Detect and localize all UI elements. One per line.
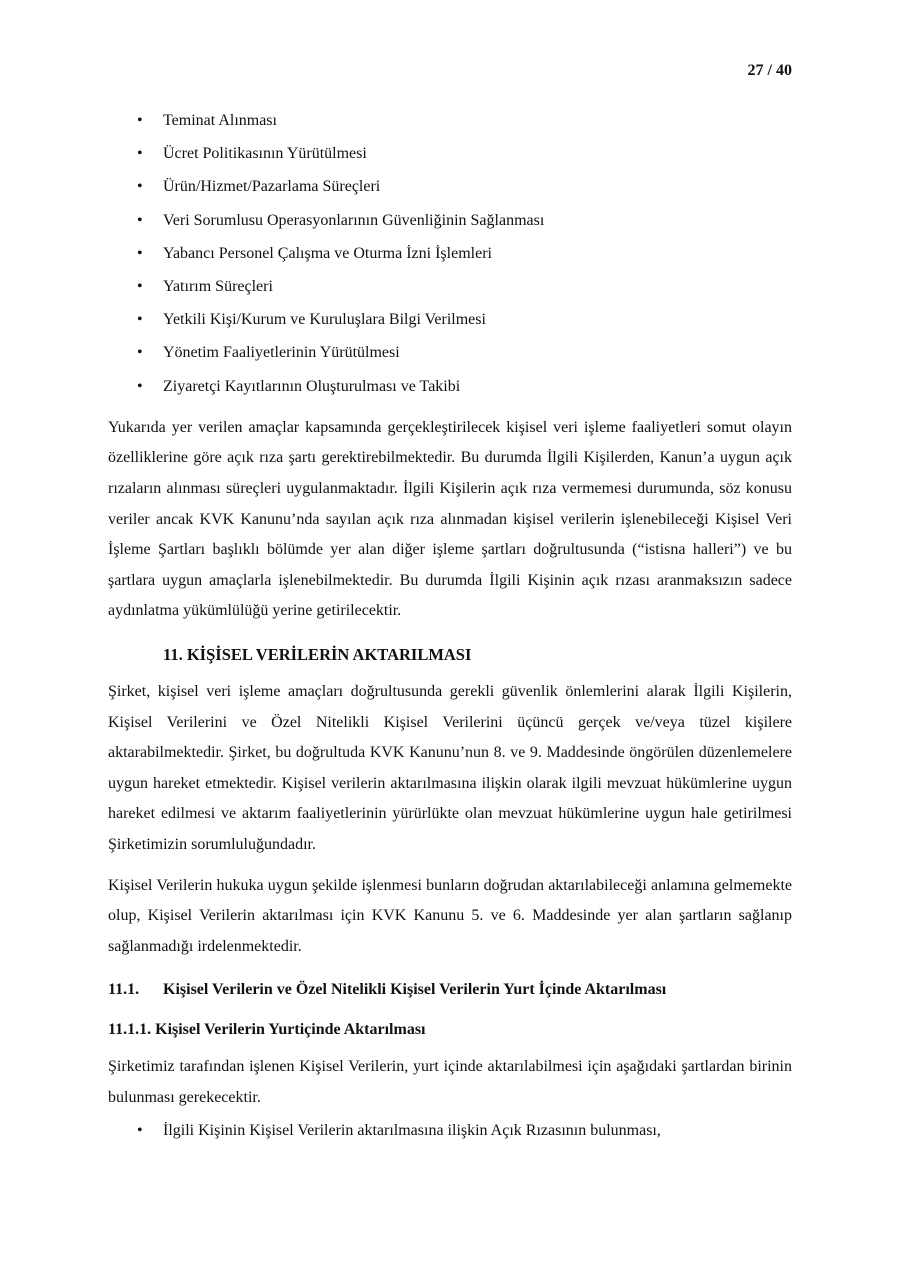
bullet-item (108, 170, 792, 203)
page-number: 27 / 40 (747, 62, 792, 79)
bullet-text: Yetkili Kişi/Kurum ve Kuruluşlara Bilgi Verilmesi (163, 311, 486, 329)
bullet-item (108, 104, 792, 137)
bullet-text: İlgili Kişinin Kişisel Verilerin aktarılmasına ilişkin Açık Rızasının bulunması, (163, 1121, 661, 1139)
bullet-item (108, 336, 792, 369)
bullet-icon: • (137, 145, 143, 163)
section-11-1-number: 11.1. (108, 981, 140, 999)
bullet-text: Yabancı Personel Çalışma ve Oturma İzni İşlemleri (163, 244, 492, 262)
bullet-icon: • (137, 244, 143, 262)
data-transfer-paragraph: Şirket, kişisel veri işleme amaçları doğrultusunda gerekli güvenlik önlemlerini alarak İlgili Kişilerin, Kişisel Verilerini ve Özel Nitelikli Kişisel Verilerini üçüncü gerçek ve/veya tüzel kişilere aktarabilmektedir. Şirket, bu doğrultuda KVK Kanunu’nun 8. ve 9. Maddesinde öngörülen düzenlemelere uygun hareket etmektedir. Kişisel verilerin aktarılmasına ilişkin olarak ilgili mevzuat hükümlerine uygun hareket edilmesi ve aktarım faaliyetlerinin yürürlükte olan mevzuat hükümlerine uygun hale getirilmesi Şirketimizin sorumluluğundadır. (108, 682, 792, 853)
bullet-item (108, 204, 792, 237)
bullet-text: Ziyaretçi Kayıtlarının Oluşturulması ve Takibi (163, 377, 461, 395)
bullet-item (108, 237, 792, 270)
section-11-1-heading (108, 978, 792, 1002)
bullet-icon: • (137, 112, 143, 129)
lawful-processing-paragraph: Kişisel Verilerin hukuka uygun şekilde işlenmesi bunların doğrudan aktarılabileceği anlamına gelmemekte olup, Kişisel Verilerin aktarılması için KVK Kanunu 5. ve 6. Maddesinde yer alan şartların sağlanıp sağlanmadığı irdelenmektedir. (108, 876, 792, 955)
explicit-consent-paragraph: Yukarıda yer verilen amaçlar kapsamında gerçekleştirilecek kişisel veri işleme faaliyetleri somut olayın özelliklerine göre açık rıza şartı gerektirebilmektedir. Bu durumda İlgili Kişilerden, Kanun’a uygun açık rızaların alınması süreçleri uygulanmaktadır. İlgili Kişilerin açık rıza vermemesi durumunda, söz konusu veriler ancak KVK Kanunu’nda sayılan açık rıza alınmadan kişisel verilerin işlenebileceği Kişisel Veri İşleme Şartları başlıklı bölümde yer alan diğer işleme şartları doğrultusunda (“istisna halleri”) ve bu şartlara uygun amaçlarla işlenebilmektedir. Bu durumda İlgili Kişinin açık rızası aranmaksızın sadece aydınlatma yükümlülüğü yerine getirilecektir. (108, 418, 792, 620)
section-11-1-title: Kişisel Verilerin ve Özel Nitelikli Kişisel Verilerin Yurt İçinde Aktarılması (163, 981, 667, 999)
bullet-text: Teminat Alınması (163, 112, 277, 129)
bullet-item (108, 270, 792, 303)
section-11-heading: 11. KİŞİSEL VERİLERİN AKTARILMASI (163, 644, 472, 664)
bullet-text: Yatırım Süreçleri (163, 278, 273, 296)
bullet-text: Veri Sorumlusu Operasyonlarının Güvenliğinin Sağlanması (163, 211, 545, 229)
domestic-transfer-paragraph: Şirketimiz tarafından işlenen Kişisel Verilerin, yurt içinde aktarılabilmesi için aşağıdaki şartlardan birinin bulunması gerekecektir. (108, 1058, 792, 1106)
bullet-item (108, 370, 792, 403)
transfer-conditions-list (108, 1114, 792, 1147)
bullet-icon: • (137, 311, 143, 329)
bullet-icon: • (137, 377, 143, 395)
section-11-1-1-heading: 11.1.1. Kişisel Verilerin Yurtiçinde Aktarılması (108, 1021, 426, 1039)
bullet-icon: • (137, 344, 143, 362)
bullet-icon: • (137, 1121, 143, 1139)
bullet-item (108, 137, 792, 170)
bullet-item (108, 303, 792, 336)
bullet-icon: • (137, 211, 143, 229)
bullet-text: Yönetim Faaliyetlerinin Yürütülmesi (163, 344, 400, 362)
bullet-item (108, 1114, 792, 1147)
purpose-bullet-list (108, 104, 792, 403)
bullet-icon: • (137, 278, 143, 296)
bullet-text: Ücret Politikasının Yürütülmesi (163, 145, 367, 163)
bullet-icon: • (137, 178, 143, 196)
bullet-text: Ürün/Hizmet/Pazarlama Süreçleri (163, 178, 381, 196)
